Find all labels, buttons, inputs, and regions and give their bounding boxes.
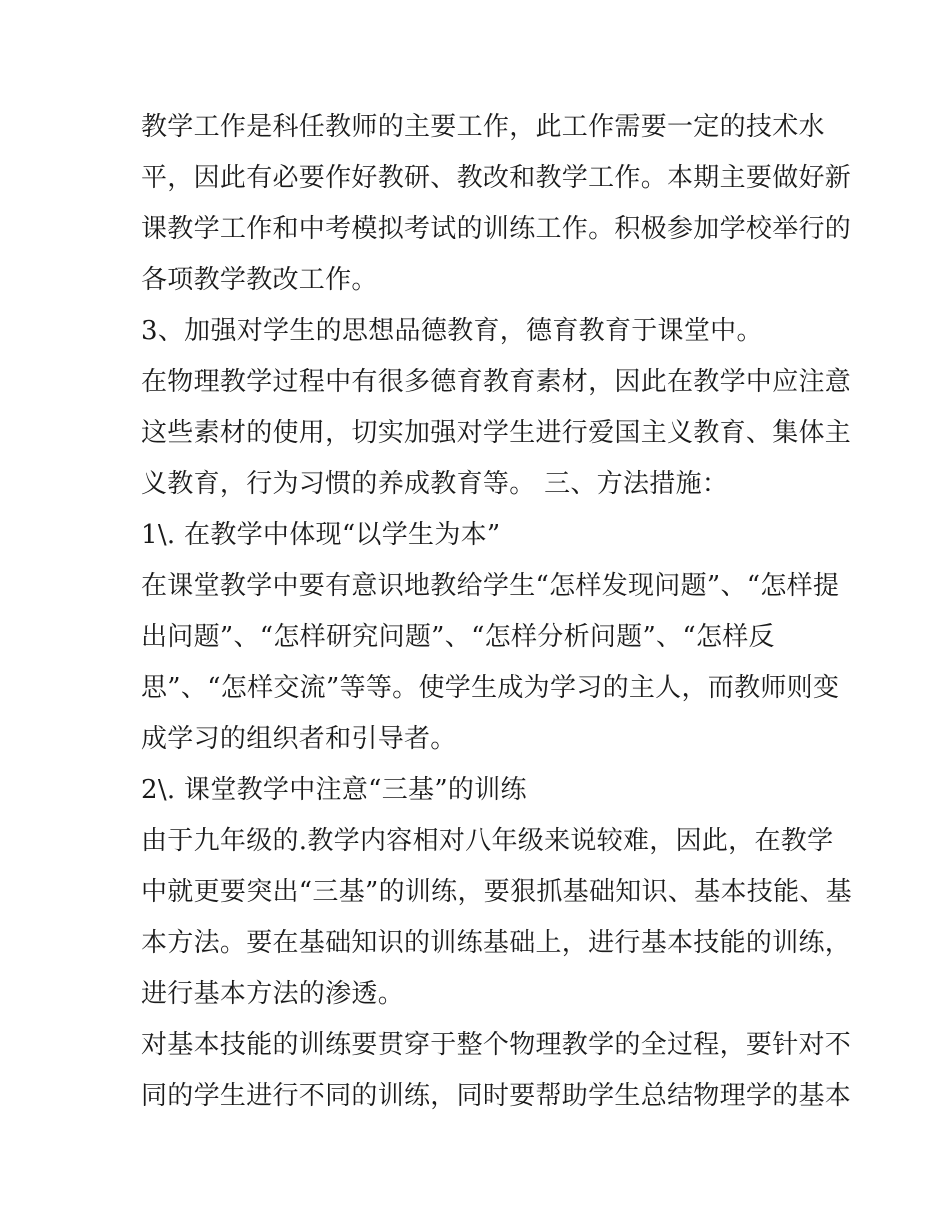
text-line: 对基本技能的训练要贯穿于整个物理教学的全过程，要针对不 (141, 1030, 852, 1060)
text-line: 3、加强对学生的思想品德教育，德育教育于课堂中。 (141, 316, 763, 346)
text-line: 课教学工作和中考模拟考试的训练工作。积极参加学校举行的 (141, 214, 852, 244)
text-line: 各项教学教改工作。 (141, 265, 378, 295)
text-line: 义教育，行为习惯的养成教育等。 三、方法措施： (141, 469, 729, 499)
text-line: 这些素材的使用，切实加强对学生进行爱国主义教育、集体主 (141, 418, 852, 448)
text-line: 在物理教学过程中有很多德育教育素材，因此在教学中应注意 (141, 367, 852, 397)
text-line: 同的学生进行不同的训练，同时要帮助学生总结物理学的基本 (141, 1081, 852, 1111)
text-line: 成学习的组织者和引导者。 (141, 724, 457, 754)
text-line: 在课堂教学中要有意识地教给学生“怎样发现问题”、“怎样提 (141, 571, 840, 601)
text-line: 平，因此有必要作好教研、教改和教学工作。本期主要做好新 (141, 163, 852, 193)
text-line: 思”、“怎样交流”等等。使学生成为学习的主人，而教师则变 (141, 673, 840, 703)
text-line: 本方法。要在基础知识的训练基础上，进行基本技能的训练， (141, 928, 852, 958)
text-line: 2\. 课堂教学中注意“三基”的训练 (141, 775, 527, 805)
text-line: 中就更要突出“三基”的训练，要狠抓基础知识、基本技能、基 (141, 877, 852, 907)
text-line: 教学工作是科任教师的主要工作，此工作需要一定的技术水 (141, 112, 825, 142)
text-line: 1\. 在教学中体现“以学生为本” (141, 520, 501, 550)
text-line: 由于九年级的.教学内容相对八年级来说较难，因此，在教学 (141, 826, 834, 856)
text-line: 进行基本方法的渗透。 (141, 979, 405, 1009)
text-line: 出问题”、“怎样研究问题”、“怎样分析问题”、“怎样反 (141, 622, 775, 652)
